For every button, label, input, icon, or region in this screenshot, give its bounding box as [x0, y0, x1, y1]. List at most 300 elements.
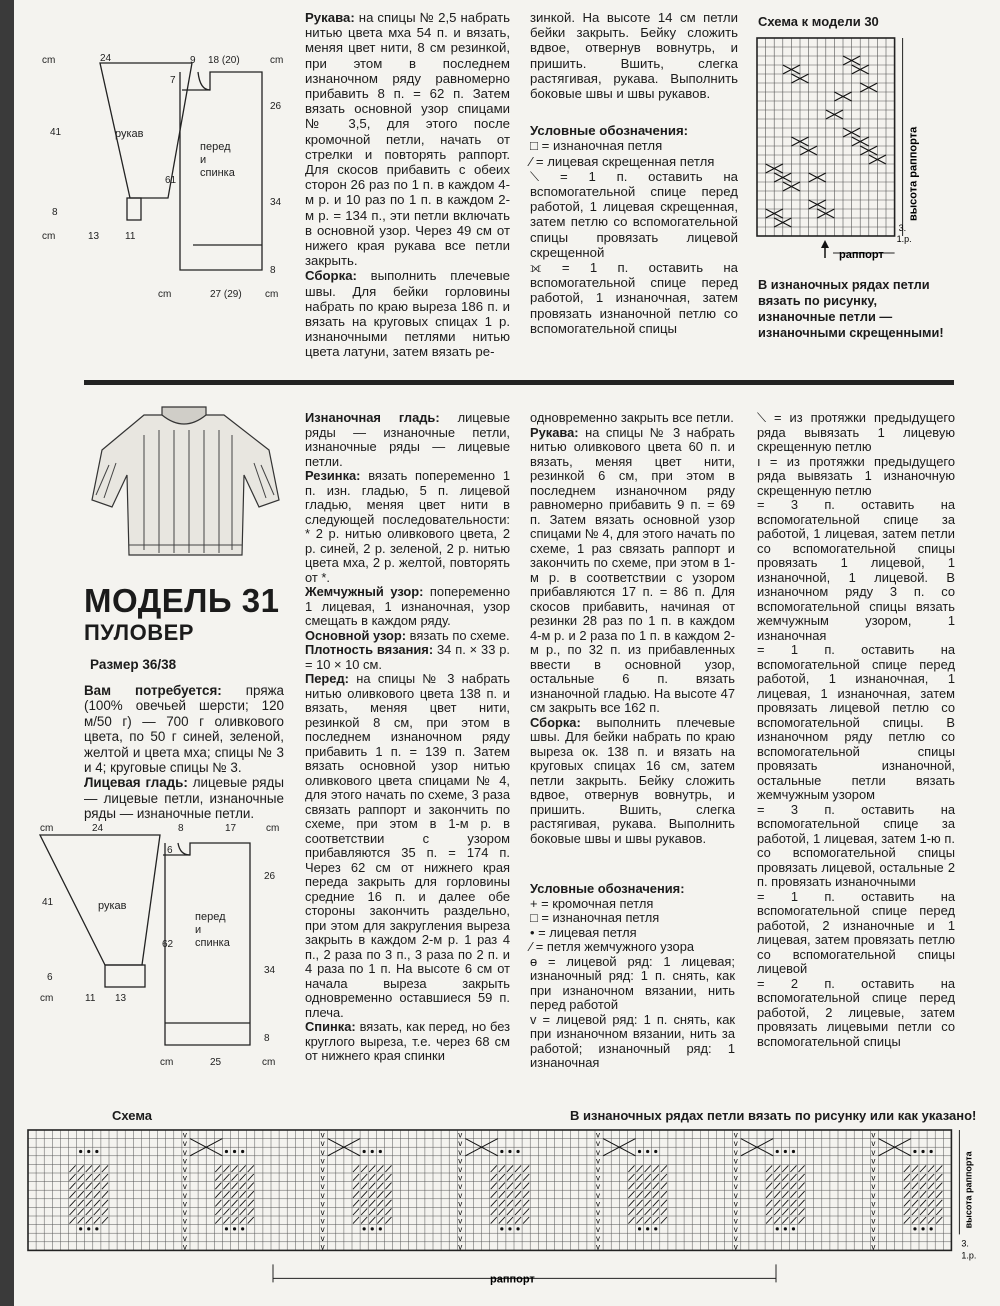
dim-label: 34: [264, 965, 276, 976]
pearl-mark: [223, 1208, 229, 1215]
pearl-mark: [491, 1165, 497, 1172]
paragraph: [530, 411, 735, 426]
pearl-mark: [70, 1200, 76, 1207]
pearl-mark: [912, 1183, 918, 1190]
pearl-mark: [215, 1217, 221, 1224]
paragraph: [305, 411, 510, 469]
pearl-mark: [215, 1183, 221, 1190]
pearl-mark: [385, 1217, 391, 1224]
slip-mark: v: [320, 1225, 325, 1235]
pearl-mark: [377, 1200, 383, 1207]
dim-label: 13: [115, 993, 127, 1004]
pearl-mark: [70, 1165, 76, 1172]
pearl-mark: [215, 1191, 221, 1198]
slip-mark: v: [733, 1156, 738, 1166]
pearl-mark: [928, 1165, 934, 1172]
pearl-mark: [78, 1208, 84, 1215]
cm-label: cm: [160, 1057, 174, 1068]
slip-mark: v: [733, 1242, 738, 1252]
slip-mark: v: [871, 1173, 876, 1183]
slip-mark: v: [733, 1208, 738, 1217]
pearl-mark: [215, 1165, 221, 1172]
repeat-height-label: высота раппорта: [963, 1151, 974, 1229]
pearl-mark: [766, 1174, 772, 1181]
knit-dot: [233, 1150, 236, 1153]
model-subtitle: ПУЛОВЕР: [84, 620, 194, 645]
slip-mark: v: [596, 1156, 600, 1166]
lower-text-col3: [757, 411, 955, 1049]
knit-dot: [654, 1227, 657, 1230]
pearl-mark: [653, 1208, 659, 1215]
knit-dot: [500, 1227, 503, 1230]
pearl-mark: [361, 1183, 367, 1190]
pearl-mark: [232, 1183, 238, 1190]
paragraph: [305, 585, 510, 629]
pearl-mark: [86, 1191, 92, 1198]
slip-mark: v: [320, 1173, 325, 1183]
pearl-mark: [361, 1200, 367, 1207]
dim-label: 8: [264, 1033, 270, 1044]
stockinette-text: лицевые ряды — лицевые петли, изнаночные ряды — изнаночные петли.: [84, 775, 284, 822]
scheme-30-chart: [757, 38, 957, 268]
pearl-mark: [94, 1217, 100, 1224]
dim-label: 26: [264, 871, 276, 882]
dim-label: 62: [162, 939, 174, 950]
pearl-mark: [790, 1200, 796, 1207]
pearl-mark: [353, 1208, 359, 1215]
pearl-mark: [86, 1200, 92, 1207]
paragraph: [305, 469, 510, 585]
pearl-mark: [920, 1174, 926, 1181]
pearl-mark: [377, 1174, 383, 1181]
pearl-mark: [86, 1165, 92, 1172]
pearl-mark: [377, 1208, 383, 1215]
slip-mark: v: [182, 1165, 187, 1174]
pearl-mark: [661, 1208, 667, 1215]
pearl-mark: [904, 1191, 910, 1198]
pearl-mark: [102, 1200, 108, 1207]
pearl-mark: [102, 1191, 108, 1198]
pearl-mark: [645, 1200, 651, 1207]
pearl-mark: [361, 1217, 367, 1224]
paragraph-heading: Резинка:: [305, 468, 369, 483]
pearl-mark: [936, 1200, 942, 1207]
slip-mark: v: [182, 1173, 187, 1183]
paragraph-text: вязать попеременно 1 п. изн. гладью, 5 п. лицевой гладью, меняя цвет нити в следующей последовательности: * 2 р. нитью оливкового цвета, 2 р. синей, 2 р. зеленой, 2 р. нитью цвета мха, 2 р. желтой, повторять от *.: [305, 468, 510, 585]
materials-heading: Вам потребуется:: [84, 683, 222, 698]
legend-item: ⁄ = лицевая скрещенная петля: [530, 153, 715, 169]
slip-mark: v: [596, 1199, 600, 1209]
slip-mark: v: [458, 1208, 463, 1217]
materials-text: пряжа (100% овечьей шерсти; 120 м/50 г) — 700 г оливкового цвета, по 50 г синей, зеленой, желтой и цвета мха; спицы № 3 и 4; круговые спицы № 3.: [84, 683, 284, 776]
knit-dot: [371, 1227, 374, 1230]
pearl-mark: [928, 1174, 934, 1181]
pearl-mark: [232, 1200, 238, 1207]
pearl-mark: [766, 1208, 772, 1215]
pearl-mark: [369, 1183, 375, 1190]
pearl-mark: [102, 1174, 108, 1181]
pearl-mark: [94, 1191, 100, 1198]
slip-mark: v: [871, 1165, 876, 1174]
pearl-mark: [491, 1191, 497, 1198]
legend-item: • = лицевая петля: [530, 924, 637, 940]
pearl-mark: [78, 1217, 84, 1224]
legend-list: [530, 138, 738, 336]
pearl-mark: [377, 1217, 383, 1224]
pearl-mark: [661, 1165, 667, 1172]
slip-mark: v: [458, 1139, 463, 1149]
pearl-mark: [361, 1165, 367, 1172]
dim-label: 24: [92, 823, 104, 834]
knit-dot: [225, 1227, 228, 1230]
knit-dot: [930, 1150, 933, 1153]
slip-mark: v: [182, 1199, 187, 1209]
pearl-mark: [782, 1174, 788, 1181]
pearl-mark: [385, 1200, 391, 1207]
dim-label: 61: [165, 175, 177, 186]
pearl-mark: [628, 1208, 634, 1215]
pearl-mark: [78, 1174, 84, 1181]
slip-mark: v: [458, 1130, 463, 1140]
slip-mark: v: [871, 1190, 876, 1200]
pearl-mark: [799, 1165, 805, 1172]
pearl-mark: [491, 1200, 497, 1207]
pearl-mark: [645, 1191, 651, 1198]
dim-label: 8: [52, 207, 58, 218]
bottom-scheme-title: Схема: [112, 1108, 153, 1123]
scheme-31-chart: [28, 1126, 990, 1306]
lower-legend-block: [530, 882, 735, 1071]
pearl-mark: [936, 1183, 942, 1190]
dim-label: 41: [50, 127, 62, 138]
knit-dot: [363, 1227, 366, 1230]
pearl-mark: [782, 1200, 788, 1207]
pearl-mark: [523, 1200, 529, 1207]
paragraph-heading: Изнаночная гладь:: [305, 410, 458, 425]
slip-mark: v: [871, 1233, 876, 1243]
pearl-mark: [912, 1191, 918, 1198]
pearl-mark: [223, 1183, 229, 1190]
scheme-30-note: В изнаночных рядах петли вязать по рисунку, изнаночные петли — изнаночными скрещенными!: [758, 277, 944, 340]
slip-mark: v: [182, 1147, 187, 1157]
pearl-mark: [491, 1174, 497, 1181]
slip-mark: v: [596, 1139, 600, 1149]
dim-label: 11: [85, 993, 96, 1004]
pearl-mark: [248, 1191, 254, 1198]
pearl-mark: [515, 1183, 521, 1190]
pearl-mark: [782, 1183, 788, 1190]
pearl-mark: [369, 1217, 375, 1224]
slip-mark: v: [871, 1208, 876, 1217]
knit-dot: [95, 1227, 98, 1230]
slip-mark: v: [871, 1139, 876, 1149]
knit-dot: [508, 1150, 511, 1153]
pearl-mark: [936, 1165, 942, 1172]
pearl-mark: [920, 1165, 926, 1172]
pearl-mark: [653, 1183, 659, 1190]
row-label: 3.: [961, 1238, 969, 1249]
pearl-mark: [86, 1174, 92, 1181]
row-label: 1.р.: [896, 234, 912, 244]
slip-mark: v: [458, 1165, 463, 1174]
pearl-mark: [507, 1183, 513, 1190]
body-label: перед и спинка: [195, 911, 230, 949]
lower-legend-list: [530, 897, 735, 1071]
pearl-mark: [790, 1183, 796, 1190]
slip-mark: v: [596, 1182, 600, 1192]
knit-dot: [241, 1150, 244, 1153]
pearl-mark: [928, 1191, 934, 1198]
pearl-mark: [661, 1183, 667, 1190]
slip-mark: v: [733, 1216, 738, 1226]
stockinette-heading: Лицевая гладь:: [84, 775, 188, 791]
pearl-mark: [928, 1200, 934, 1207]
pearl-mark: [628, 1191, 634, 1198]
pearl-mark: [491, 1217, 497, 1224]
knit-dot: [87, 1150, 90, 1153]
cm-label: cm: [40, 823, 54, 834]
slip-mark: v: [320, 1182, 325, 1192]
slip-mark: v: [871, 1130, 876, 1140]
paragraph-heading: Спинка:: [305, 1019, 360, 1034]
pearl-mark: [86, 1208, 92, 1215]
pearl-mark: [637, 1174, 643, 1181]
slip-mark: v: [733, 1225, 738, 1235]
paragraph-heading: Плотность вязания:: [305, 642, 437, 657]
pearl-mark: [223, 1200, 229, 1207]
legend-item: = 2 п. оставить на вспомогательной спице перед работой, 2 лицевые, затем провязать лицевыми петли со вспомогательной спицы: [757, 975, 955, 1049]
slip-mark: v: [320, 1208, 325, 1217]
paragraph: [305, 629, 510, 644]
pearl-mark: [240, 1191, 246, 1198]
pearl-mark: [248, 1174, 254, 1181]
pearl-mark: [936, 1217, 942, 1224]
pearl-mark: [515, 1191, 521, 1198]
pearl-mark: [491, 1208, 497, 1215]
pearl-mark: [232, 1217, 238, 1224]
pearl-mark: [86, 1183, 92, 1190]
pearl-mark: [920, 1183, 926, 1190]
pearl-mark: [369, 1165, 375, 1172]
pearl-mark: [499, 1165, 505, 1172]
legend-item: ⟍ = 1 п. оставить на вспомогательной спице перед работой, 1 лицевая скрещенная, затем петлю со вспомогательной спицы провязать лицевой скрещенной: [530, 168, 738, 260]
pearl-mark: [799, 1217, 805, 1224]
knit-dot: [241, 1227, 244, 1230]
slip-mark: v: [458, 1242, 463, 1252]
pearl-mark: [790, 1174, 796, 1181]
pearl-mark: [790, 1208, 796, 1215]
pearl-mark: [248, 1183, 254, 1190]
pearl-mark: [637, 1208, 643, 1215]
slip-mark: v: [320, 1156, 325, 1166]
pearl-mark: [766, 1200, 772, 1207]
pearl-mark: [102, 1183, 108, 1190]
pearl-mark: [94, 1200, 100, 1207]
pearl-mark: [499, 1200, 505, 1207]
pearl-mark: [361, 1191, 367, 1198]
dim-label: 7: [170, 75, 176, 86]
schematic-lower: [30, 815, 300, 1075]
pearl-mark: [661, 1191, 667, 1198]
pearl-mark: [936, 1191, 942, 1198]
pearl-mark: [645, 1217, 651, 1224]
pearl-mark: [774, 1217, 780, 1224]
pearl-mark: [385, 1191, 391, 1198]
slip-mark: v: [733, 1173, 738, 1183]
pearl-mark: [240, 1217, 246, 1224]
slip-mark: v: [458, 1156, 463, 1166]
lower-text-col2: [530, 411, 735, 846]
knit-dot: [79, 1150, 82, 1153]
slip-mark: v: [871, 1147, 876, 1157]
cm-label: cm: [265, 289, 279, 300]
scheme-30-title: Схема к модели 30: [758, 14, 879, 29]
slip-mark: v: [733, 1147, 738, 1157]
rapport-label: раппорт: [490, 1273, 535, 1286]
knit-dot: [79, 1227, 82, 1230]
pearl-mark: [628, 1183, 634, 1190]
pearl-mark: [904, 1217, 910, 1224]
pearl-mark: [215, 1174, 221, 1181]
knit-dot: [776, 1150, 779, 1153]
pearl-mark: [920, 1208, 926, 1215]
pearl-mark: [499, 1174, 505, 1181]
knit-dot: [646, 1227, 649, 1230]
pearl-mark: [782, 1165, 788, 1172]
pearl-mark: [369, 1174, 375, 1181]
grid: [757, 38, 920, 261]
paragraph-heading: Основной узор:: [305, 627, 410, 643]
pearl-mark: [353, 1174, 359, 1181]
pearl-mark: [377, 1183, 383, 1190]
cm-label: cm: [158, 289, 172, 300]
assembly-heading: Сборка:: [305, 268, 357, 284]
arrow-icon: [821, 240, 829, 248]
pearl-mark: [353, 1200, 359, 1207]
dim-label: 26: [270, 101, 282, 112]
pearl-mark: [928, 1217, 934, 1224]
pearl-mark: [70, 1217, 76, 1224]
knit-dot: [930, 1227, 933, 1230]
knit-dot: [508, 1227, 511, 1230]
slip-mark: v: [871, 1216, 876, 1226]
legend-item: □ = изнаночная петля: [530, 138, 663, 154]
pearl-mark: [507, 1217, 513, 1224]
pearl-mark: [361, 1208, 367, 1215]
knit-dot: [233, 1227, 236, 1230]
slip-mark: v: [733, 1130, 738, 1140]
slip-mark: v: [871, 1156, 876, 1166]
slip-mark: v: [320, 1139, 325, 1149]
pearl-mark: [369, 1208, 375, 1215]
sweater-illustration: [84, 405, 284, 575]
knit-dot: [921, 1227, 924, 1230]
dim-label: 25: [210, 1057, 222, 1068]
row-label: 1.р.: [961, 1250, 977, 1261]
pearl-mark: [653, 1174, 659, 1181]
pearl-mark: [377, 1191, 383, 1198]
slip-mark: v: [320, 1147, 325, 1157]
pearl-mark: [920, 1217, 926, 1224]
lower-legend-title: Условные обозначения:: [530, 881, 685, 896]
slip-mark: v: [182, 1139, 187, 1149]
slip-mark: v: [733, 1190, 738, 1200]
materials-block: [84, 683, 284, 822]
pearl-mark: [523, 1191, 529, 1198]
pearl-mark: [661, 1200, 667, 1207]
pearl-mark: [70, 1174, 76, 1181]
section-divider: [84, 380, 954, 385]
pearl-mark: [645, 1208, 651, 1215]
knit-dot: [87, 1227, 90, 1230]
slip-mark: v: [596, 1130, 600, 1140]
pearl-mark: [912, 1208, 918, 1215]
pearl-mark: [223, 1165, 229, 1172]
pearl-mark: [240, 1183, 246, 1190]
slip-mark: v: [733, 1182, 738, 1192]
paragraph: [305, 672, 510, 1020]
paragraph-text: лицевые ряды — изнаночные петли, изнаночные ряды — лицевые петли.: [305, 410, 510, 469]
dim-label: 8: [178, 823, 184, 834]
bottom-scheme-note: В изнаночных рядах петли вязать по рисунку или как указано!: [570, 1108, 977, 1123]
pearl-mark: [232, 1174, 238, 1181]
knit-dot: [516, 1150, 519, 1153]
knit-dot: [913, 1150, 916, 1153]
row-label: 3.: [898, 223, 907, 233]
pearl-mark: [248, 1208, 254, 1215]
legend-item: ⟍ = из протяжки предыдущего ряда вывязать 1 лицевую скрещенную петлю: [757, 410, 955, 454]
pearl-mark: [232, 1191, 238, 1198]
pearl-mark: [70, 1183, 76, 1190]
slip-mark: v: [458, 1216, 463, 1226]
slip-mark: v: [733, 1139, 738, 1149]
slip-mark: v: [596, 1216, 600, 1226]
pearl-mark: [361, 1174, 367, 1181]
pearl-mark: [774, 1183, 780, 1190]
pearl-mark: [507, 1174, 513, 1181]
grid: [28, 1130, 976, 1285]
pearl-mark: [223, 1174, 229, 1181]
slip-mark: v: [458, 1147, 463, 1157]
slip-mark: v: [596, 1208, 600, 1217]
pearl-mark: [628, 1165, 634, 1172]
pearl-mark: [353, 1165, 359, 1172]
slip-mark: v: [596, 1233, 600, 1243]
sleeves-text: на спицы № 2,5 набрать нитью цвета мха 54 п. и вязать, меняя цвет нити, 8 см резинкой, при этом в последнем изнаночном ряду равномерно прибавить 8 п. = 62 п. Затем вязать основной узор спицами № 3,5, для этого после кромочной петли, начать от стрелки и повторять раппорт. Для скосов прибавить с обеих сторон 26 раз по 1 п. в каждом 4-м р. и 10 раз по 1 п. в каждом 2-м р. = 134 п., эти петли включать в основной узор. Через 49 см от нижего края рукава все петли закрыть.: [305, 10, 510, 269]
slip-mark: v: [596, 1165, 600, 1174]
slip-mark: v: [733, 1199, 738, 1209]
lower-text-col1: [305, 411, 510, 1064]
dim-label: 34: [270, 197, 282, 208]
slip-mark: v: [458, 1173, 463, 1183]
legend-item: = 1 п. оставить на вспомогательной спице перед работой, 2 изнаночные и 1 лицевая, затем провязать петлю со вспомогательной спицы лицевой: [757, 888, 955, 976]
pearl-mark: [645, 1183, 651, 1190]
upper-text-col2: [530, 10, 738, 336]
dim-label: 24: [100, 53, 112, 64]
slip-mark: v: [320, 1233, 325, 1243]
pearl-mark: [912, 1174, 918, 1181]
pearl-mark: [215, 1200, 221, 1207]
paragraph-text: попеременно 1 лицевая, 1 изнаночная, узор смещать в каждом ряду.: [305, 584, 510, 628]
pearl-mark: [94, 1174, 100, 1181]
pearl-mark: [920, 1200, 926, 1207]
slip-mark: v: [182, 1233, 187, 1243]
pearl-mark: [920, 1191, 926, 1198]
pearl-mark: [645, 1174, 651, 1181]
knit-dot: [646, 1150, 649, 1153]
slip-mark: v: [458, 1225, 463, 1235]
pearl-mark: [499, 1191, 505, 1198]
